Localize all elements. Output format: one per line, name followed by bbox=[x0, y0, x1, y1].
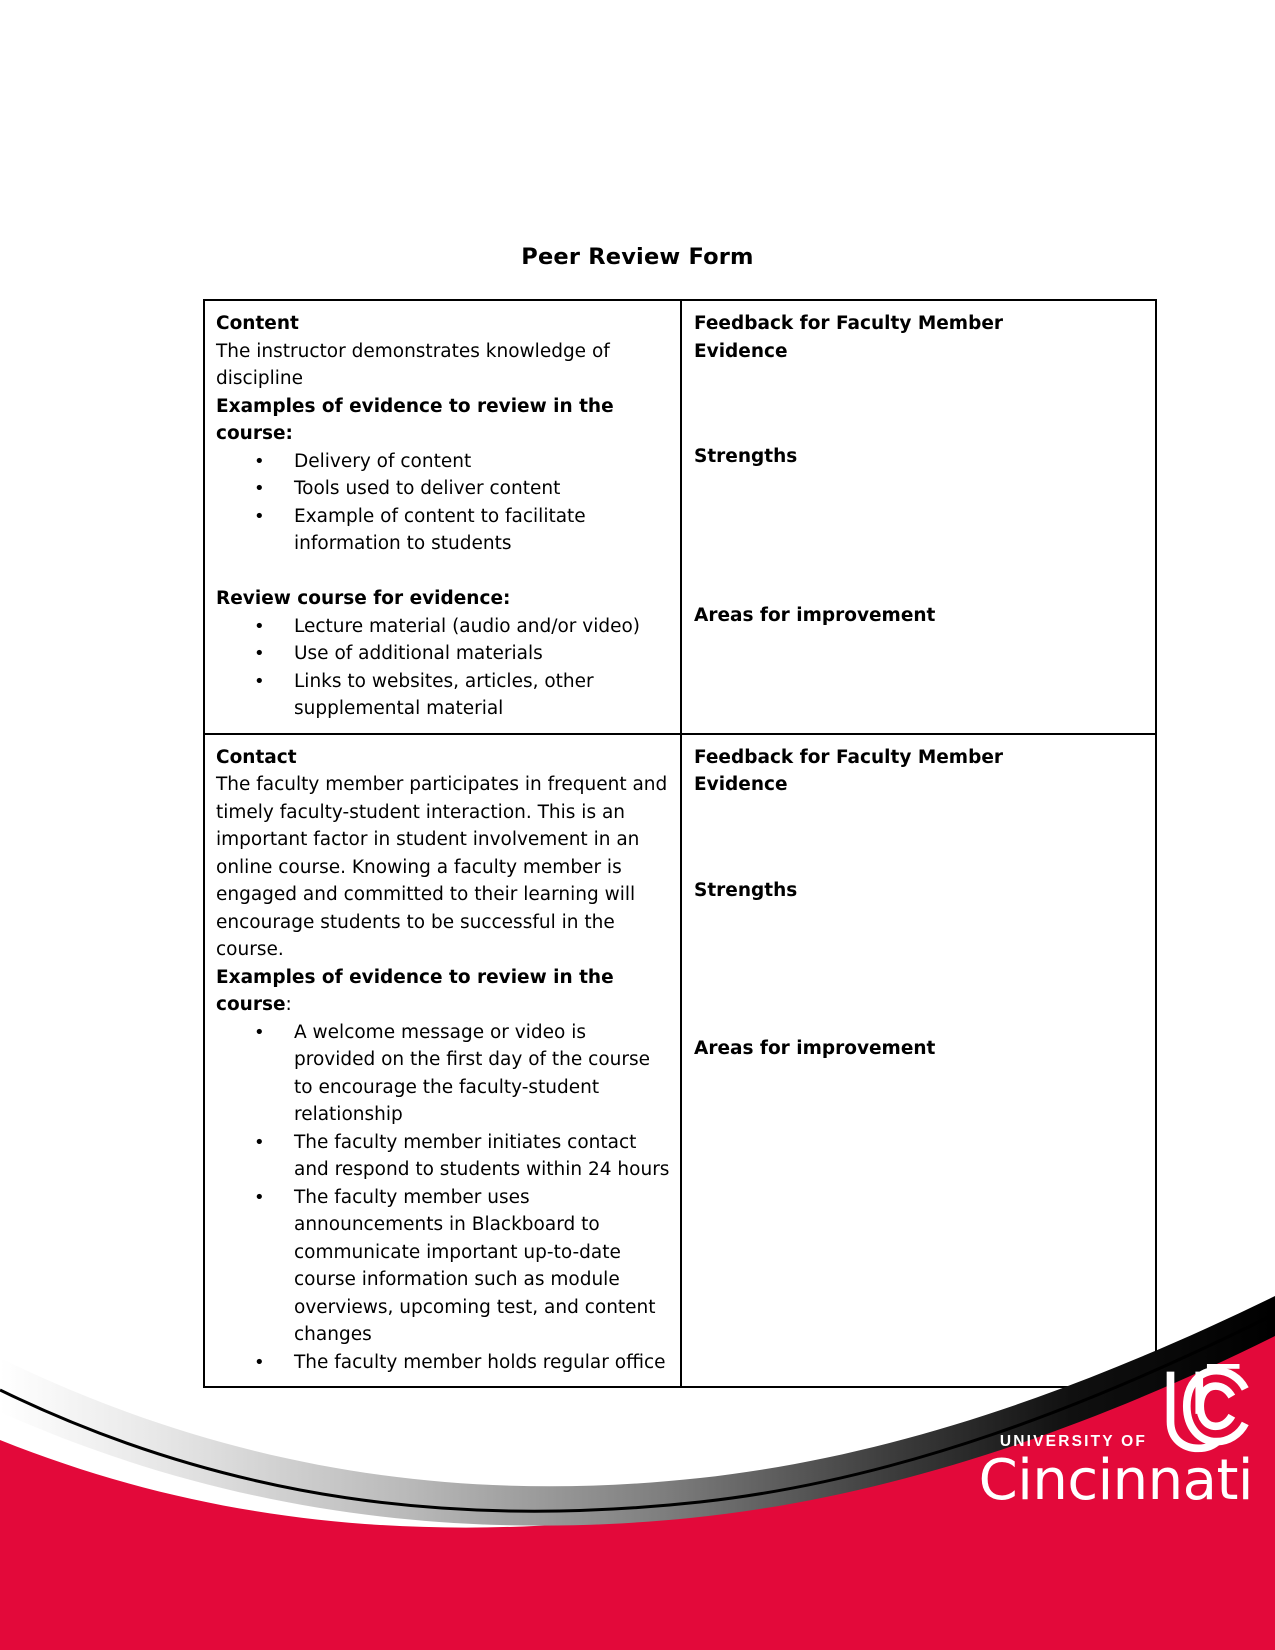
strengths-response-area[interactable] bbox=[694, 904, 1145, 1035]
row-content-feedback-cell[interactable] bbox=[681, 300, 1156, 734]
evidence-response-area[interactable] bbox=[694, 799, 1145, 877]
feedback-heading: Feedback for Faculty Member bbox=[694, 313, 1003, 334]
areas-for-improvement-label: Areas for improvement bbox=[694, 1038, 936, 1059]
examples-label-colon: : bbox=[285, 994, 292, 1015]
footer-brand-graphic bbox=[0, 1278, 1275, 1650]
list-item: • Links to websites, articles, other supplemental material bbox=[216, 668, 670, 723]
evidence-label: Evidence bbox=[694, 774, 788, 795]
list-item: • Use of additional materials bbox=[216, 640, 670, 668]
criteria-heading: Content bbox=[216, 313, 299, 334]
cincinnati-wordmark: Cincinnati bbox=[978, 1448, 1253, 1513]
peer-review-table bbox=[203, 299, 1157, 1388]
list-item: • Example of content to facilitate information to students bbox=[216, 503, 670, 558]
criteria-heading: Contact bbox=[216, 746, 297, 768]
strengths-label: Strengths bbox=[694, 879, 798, 901]
areas-for-improvement-label: Areas for improvement bbox=[694, 604, 936, 626]
table-row bbox=[204, 300, 1156, 734]
list-item: • Lecture material (audio and/or video) bbox=[216, 613, 670, 641]
criteria-description: The faculty member participates in frequent and timely faculty-student interaction. This is an important factor in student involvement in an online course. Knowing a faculty member is engaged and committed to their learning will encourage students to be successful in the course. bbox=[216, 774, 668, 960]
university-of-label: UNIVERSITY OF bbox=[999, 1433, 1147, 1450]
examples-bullet-list bbox=[216, 448, 670, 558]
evidence-response-area[interactable] bbox=[694, 365, 1145, 443]
row-content-criteria-cell bbox=[204, 300, 681, 734]
strengths-response-area[interactable] bbox=[694, 471, 1145, 602]
feedback-heading: Feedback for Faculty Member bbox=[694, 746, 1003, 768]
examples-label: Examples of evidence to review in the course: bbox=[216, 395, 614, 444]
examples-label-text: Examples of evidence to review in the course bbox=[216, 966, 614, 1015]
list-item: • The faculty member initiates contact and respond to students within 24 hours bbox=[216, 1129, 670, 1184]
strengths-label: Strengths bbox=[694, 446, 798, 467]
list-item: • The faculty member holds regular office bbox=[216, 1349, 670, 1377]
list-item: • A welcome message or video is provided on the first day of the course to encourage the faculty-student relationship bbox=[216, 1019, 670, 1129]
review-bullet-list bbox=[216, 613, 670, 723]
evidence-label: Evidence bbox=[694, 340, 788, 362]
list-item: • Tools used to deliver content bbox=[216, 475, 670, 503]
footer-swoosh-svg bbox=[0, 1278, 1275, 1650]
examples-label bbox=[216, 964, 670, 1019]
page-title: Peer Review Form bbox=[521, 244, 754, 270]
review-label: Review course for evidence: bbox=[216, 588, 511, 609]
criteria-description: The instructor demonstrates knowledge of discipline bbox=[216, 340, 610, 389]
paragraph-spacer bbox=[216, 558, 670, 586]
list-item: • Delivery of content bbox=[216, 448, 670, 476]
list-item: • The faculty member uses announcements in Blackboard to communicate important up-to-date course information such as module overviews, upcoming test, and content changes bbox=[216, 1184, 670, 1349]
